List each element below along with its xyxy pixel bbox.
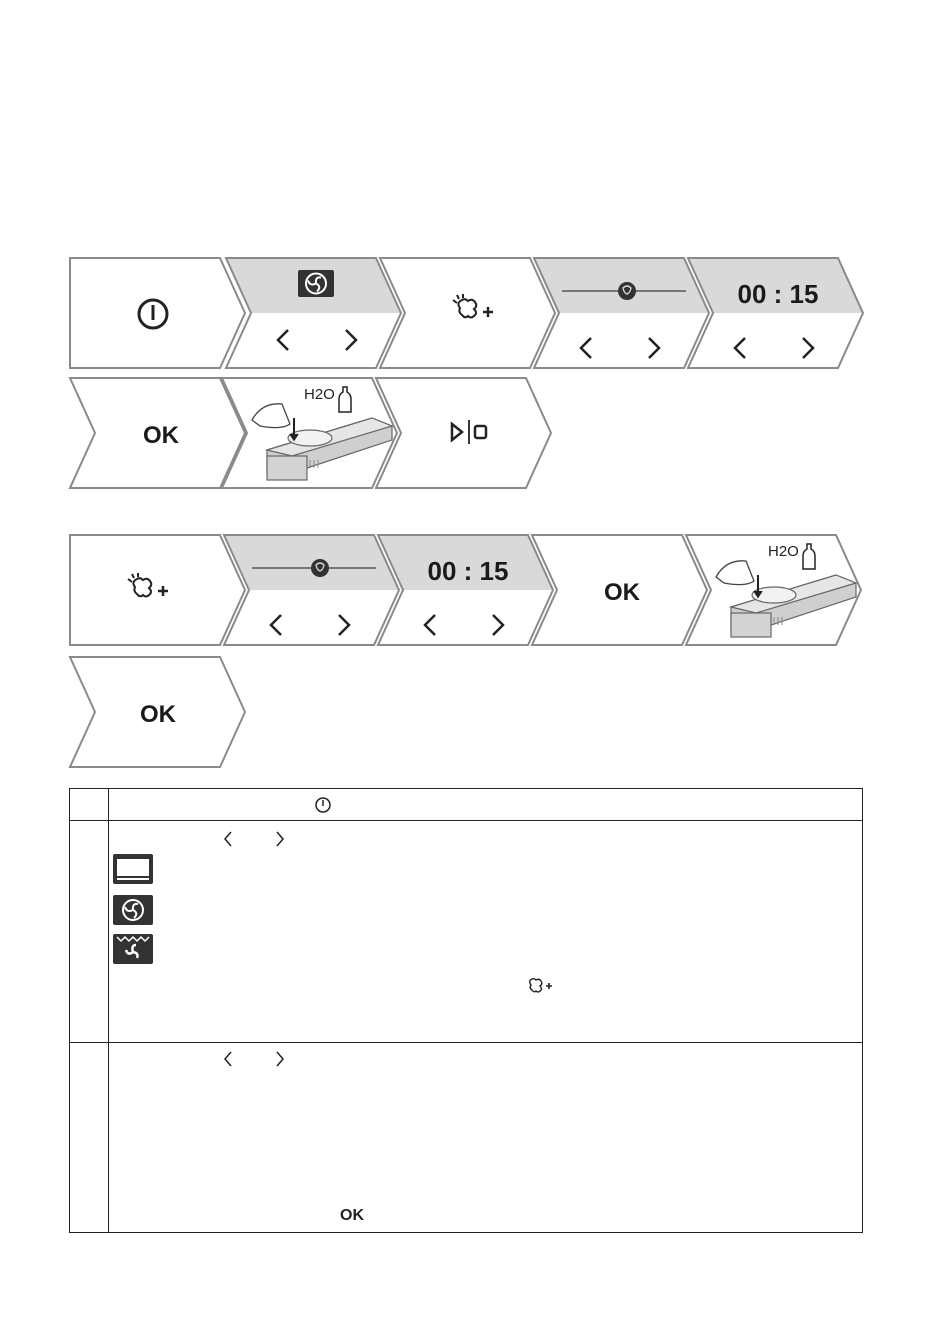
step-ok [532,535,707,645]
chevron-right-icon [803,338,813,358]
step-timer [688,258,863,368]
timer-value: 00 : 15 [737,279,819,309]
step-steam-plus [380,258,555,368]
step-steam-plus [70,535,245,645]
step-timer [378,535,553,645]
chevron-left-icon [735,338,745,358]
step-ok [70,378,245,488]
table-row [70,821,862,1043]
level-indicator-icon [618,282,636,300]
ok-label: OK [140,701,176,728]
chevron-right-icon [339,615,349,635]
chevron-right-icon [274,829,286,849]
instruction-table [69,788,863,1233]
ok-label: OK [143,422,179,449]
chevron-left-icon [271,615,281,635]
step-power [70,258,245,368]
table-row [70,789,862,821]
step-fan-mode [226,258,401,368]
ok-inline-label: OK [340,1207,364,1224]
step-number-cell [70,789,109,820]
power-icon [314,796,332,814]
water-label: H2O [768,543,799,560]
step-ok [70,657,245,767]
timer-value: 00 : 15 [427,556,509,586]
chevron-right-icon [493,615,503,635]
chevron-left-icon [581,338,591,358]
step-steam-level [534,258,709,368]
steam-plus-icon [527,976,555,996]
step-water-fill [222,378,397,488]
step-start-stop [376,378,551,488]
step-number-cell [70,821,109,1042]
conventional-heat-icon [113,854,153,884]
step-number-cell [70,1043,109,1232]
level-indicator-icon [311,559,329,577]
chevron-left-icon [222,829,234,849]
chevron-left-icon [278,330,288,350]
chevron-right-icon [346,330,356,350]
chevron-left-icon [222,1049,234,1069]
step-steam-level [224,535,399,645]
fan-icon [113,895,153,925]
step-water-fill [686,535,861,645]
ok-label: OK [604,579,640,606]
chevron-right-icon [274,1049,286,1069]
chevron-left-icon [425,615,435,635]
fan-icon [298,270,334,297]
fan-top-heat-icon [113,934,153,964]
water-label: H2O [304,386,335,403]
chevron-right-icon [649,338,659,358]
table-row [70,1043,862,1232]
